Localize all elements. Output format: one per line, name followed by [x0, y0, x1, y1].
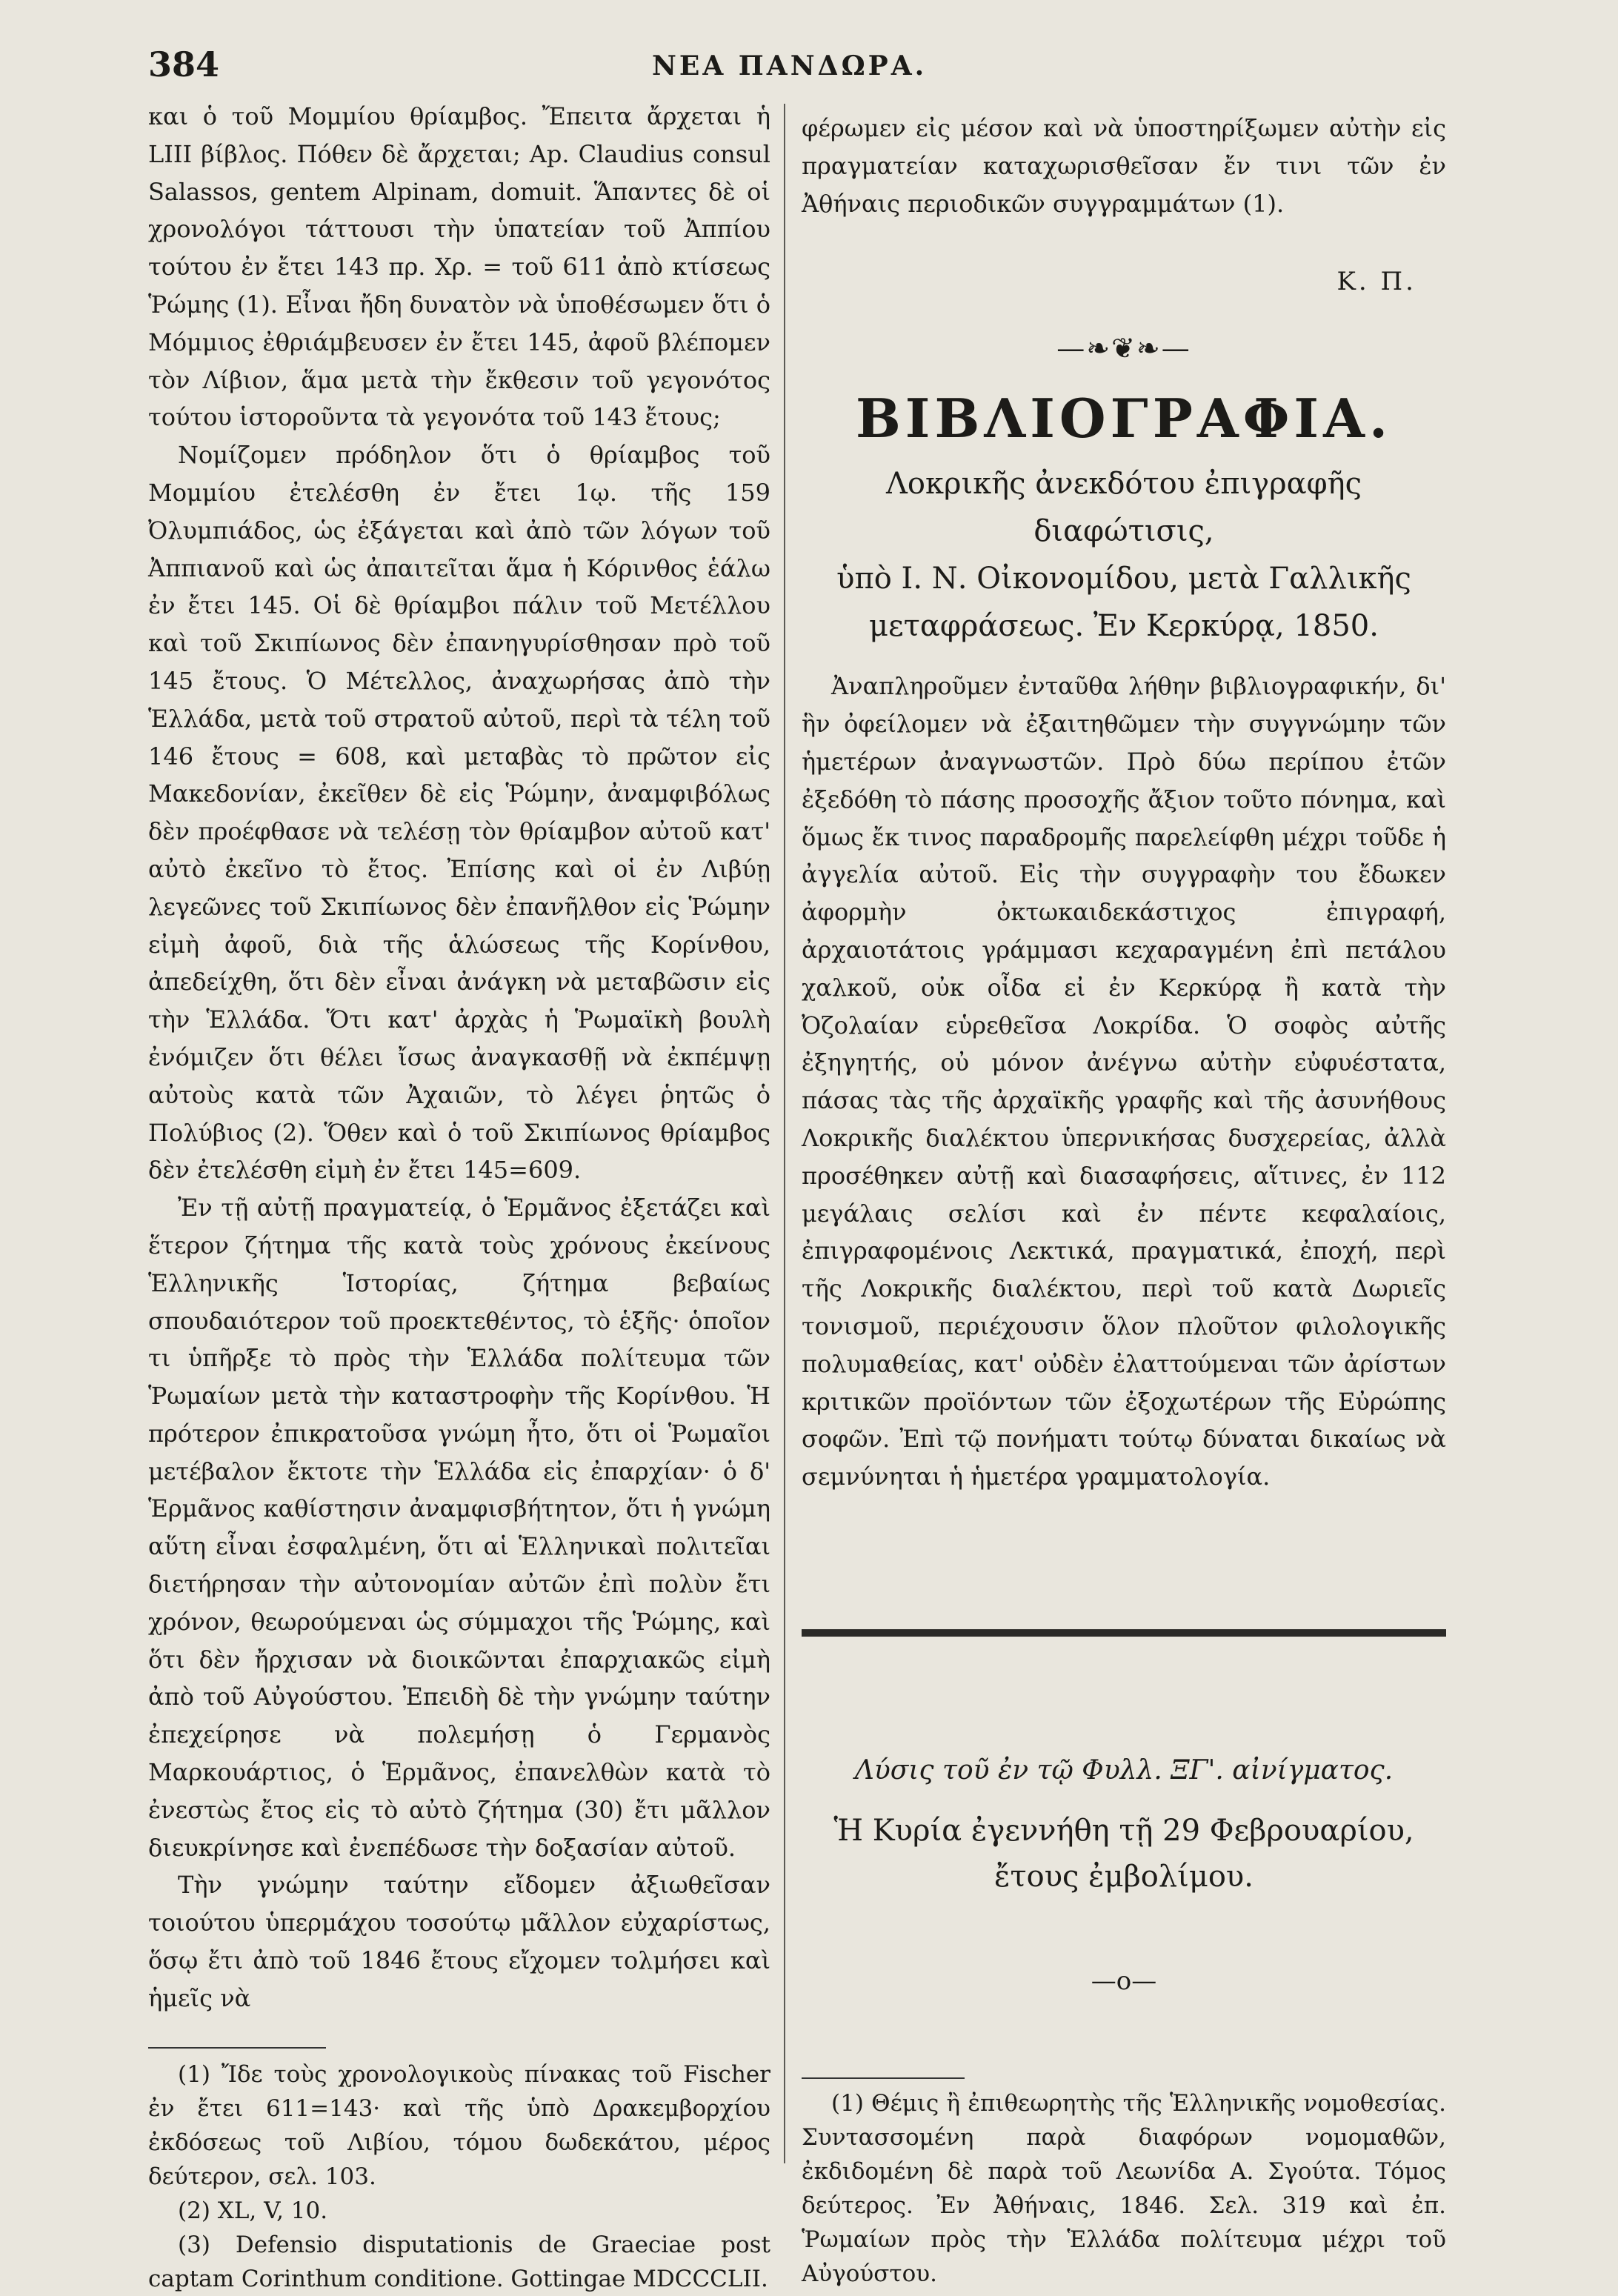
- footnote-right-text: (1) Θέμις ἢ ἐπιθεωρητὴς τῆς Ἑλληνικῆς νομοθεσίας. Συντασσομένη παρὰ διαφόρων νομομαθῶν, ἐκδιδομένη δὲ παρὰ τοῦ Λεωνίδα Α. Σγούτα. Τόμος δεύτερος. Ἐν Ἀθήναις, 1846. Σελ. 319 καὶ ἐπ. Ῥωμαίων πρὸς τὴν Ἑλλάδα πολίτευμα μέχρι τοῦ Αὐγούστου.: [802, 2089, 1446, 2287]
- footnote-2: [148, 2194, 770, 2228]
- riddle-answer-line-1: Ἡ Κυρία ἐγεννήθη τῇ 29 Φεβρουαρίου,: [833, 1813, 1414, 1848]
- paragraph-4: Τὴν γνώμην ταύτην εἴδομεν ἀξιωθεῖσαν τοιούτου ὑπερμάχου τοσούτῳ μᾶλλον εὐχαρίστως, ὅσῳ ἔτι ἀπὸ τοῦ 1846 ἔτους εἴχομεν τολμήσει καὶ ἡμεῖς νὰ: [148, 1871, 770, 2012]
- review-paragraph: Ἀναπληροῦμεν ἐνταῦθα λήθην βιβλιογραφικήν, δι' ἣν ὀφείλομεν νὰ ἐξαιτηθῶμεν τὴν συγγνώμην τῶν ἡμετέρων ἀναγνωστῶν. Πρὸ δύω περίπου ἐτῶν ἐξεδόθη τὸ πάσης προσοχῆς ἄξιον τοῦτο πόνημα, καὶ ὅμως ἔκ τινος παραδρομῆς παρελείφθη μέχρι τοῦδε ἡ ἀγγελία αὐτοῦ. Εἰς τὴν συγγραφὴν του ἔδωκεν ἀφορμὴν ὀκτωκαιδεκάστιχος ἐπιγραφή, ἀρχαιοτάτοις γράμμασι κεχαραγμένη ἐπὶ πετάλου χαλκοῦ, οὐκ οἶδα εἰ ἐν Κερκύρᾳ ἢ κατὰ τὴν Ὀζολαίαν εὑρεθεῖσα Λοκρίδα. Ὁ σοφὸς αὐτῆς ἐξηγητής, οὐ μόνον ἀνέγνω αὐτὴν εὐφυέστατα, πάσας τὰς τῆς ἀρχαϊκῆς γραφῆς καὶ τῆς ἀσυνήθους Λοκρικῆς διαλέκτου ὑπερνικήσας δυσχερείας, ἀλλὰ προσέθηκεν αὐτῇ καὶ διασαφήσεις, αἵτινες, ἐν 112 μεγάλαις σελίσι καὶ ἐν πέντε κεφαλαίοις, ἐπιγραφομένοις Λεκτικά, πραγματικά, ἐποχή, περὶ τῆς Λοκρικῆς διαλέκτου, περὶ τοῦ κατὰ Δωριεῖς τονισμοῦ, περιέχουσιν ὅλον πλοῦτον φιλολογικῆς πολυμαθείας, κατ' οὐδὲν ἐλαττούμεναι τῶν ἀρίστων κριτικῶν προϊόντων τῶν ἐξοχωτέρων τῆς Εὐρώπης σοφῶν. Ἐπὶ τῷ πονήματι τούτῳ δύναται δικαίως νὰ σεμνύνηται ἡ ἡμετέρα γραμματολογία.: [802, 672, 1446, 1491]
- riddle-caption: Λύσις τοῦ ἐν τῷ Φυλλ. ΞΓ'. αἰνίγματος.: [854, 1754, 1394, 1786]
- paragraph-3: Ἐν τῇ αὐτῇ πραγματείᾳ, ὁ Ἑρμᾶνος ἐξετάζει καὶ ἕτερον ζήτημα τῆς κατὰ τοὺς χρόνους ἐκείνους Ἑλληνικῆς Ἱστορίας, ζήτημα βεβαίως σπουδαιότερον τοῦ προεκτεθέντος, τὸ ἑξῆς· ὁποῖον τι ὑπῆρξε τὸ πρὸς τὴν Ἑλλάδα πολίτευμα τῶν Ῥωμαίων μετὰ τὴν καταστροφὴν τῆς Κορίνθου. Ἡ πρότερον ἐπικρατοῦσα γνώμη ἦτο, ὅτι οἱ Ῥωμαῖοι μετέβαλον ἔκτοτε τὴν Ἑλλάδα εἰς ἐπαρχίαν· ὁ δ' Ἑρμᾶνος καθίστησιν ἀναμφισβήτητον, ὅτι ἡ γνώμη αὕτη εἶναι ἐσφαλμένη, ὅτι αἱ Ἑλληνικαὶ πολιτεῖαι διετήρησαν τὴν αὐτονομίαν αὐτῶν ἐπὶ πολὺν ἔτι χρόνον, θεωρούμεναι ὡς σύμμαχοι τῆς Ῥώμης, καὶ ὅτι δὲν ἤρχισαν νὰ διοικῶνται ἐπαρχιακῶς εἰμὴ ἀπὸ τοῦ Αὐγούστου. Ἐπειδὴ δὲ τὴν γνώμην ταύτην ἐπεχείρησε νὰ πολεμήσῃ ὁ Γερμανὸς Μαρκουάρτιος, ὁ Ἑρμᾶνος, ἐπανελθὼν κατὰ τὸ ἐνεστὼς ἔτος εἰς τὸ αὐτὸ ζήτημα (30) ἔτι μᾶλλον διευκρίνησε καὶ ἐνεπέδωσε τὴν δοξασίαν αὐτοῦ.: [148, 1194, 770, 1862]
- footnote-1-text: (1) Ἴδε τοὺς χρονολογικοὺς πίνακας τοῦ Fischer ἐν ἔτει 611=143· καὶ τῆς ὑπὸ Δρακεμβορχίου ἐκδόσεως τοῦ Λιβίου, τόμου δωδεκάτου, μέρος δεύτερον, σελ. 103.: [148, 2060, 770, 2190]
- footnote-right: [802, 2086, 1446, 2291]
- author-signature: Κ. Π.: [1336, 267, 1416, 297]
- paragraph-1: και ὁ τοῦ Μομμίου θρίαμβος. Ἔπειτα ἄρχεται ἡ LIII βίβλος. Πόθεν δὲ ἄρχεται; Ap. Claudius consul Salassos, gentem Alpinam, domuit. Ἅπαντες δὲ οἱ χρονολόγοι τάττουσι τὴν ὑπατείαν τοῦ Ἀππίου τούτου ἐν ἔτει 143 πρ. Χρ. = τοῦ 611 ἀπὸ κτίσεως Ῥώμης (1). Εἶναι ἤδη δυνατὸν νὰ ὑποθέσωμεν ὅτι ὁ Μόμμιος ἐθριάμβευσεν ἐν ἔτει 145, ἀφοῦ βλέπομεν τὸν Λίβιον, ἅμα μετὰ τὴν ἔκθεσιν τοῦ γεγονότος τούτου ἱστοροῦντα τὰ γεγονότα τοῦ 143 ἔτους;: [148, 102, 770, 432]
- right-column: [802, 110, 1446, 2291]
- footnote-separator: [148, 2047, 326, 2049]
- footnote-separator-right: [802, 2077, 965, 2079]
- book-title-line-3: μεταφράσεως. Ἐν Κερκύρᾳ, 1850.: [869, 609, 1379, 644]
- book-title-line-2: ὑπὸ Ι. Ν. Οἰκονομίδου, μετὰ Γαλλικῆς: [836, 562, 1411, 596]
- column-divider: [784, 104, 785, 2163]
- left-column: [148, 98, 770, 2296]
- book-title: [802, 460, 1446, 650]
- riddle-answer: [802, 1808, 1446, 1900]
- footnote-3-text: (3) Defensio disputationis de Graeciae post captam Corinthum conditione. Gottingae MDCCCLII.: [148, 2231, 770, 2292]
- section-title: ΒΙΒΛΙΟΓΡΑΦΙΑ.: [855, 387, 1393, 450]
- small-separator: —o—: [1091, 1966, 1157, 1996]
- footnote-2-text: (2) XL, V, 10.: [178, 2197, 328, 2224]
- riddle-answer-line-2: ἔτους ἐμβολίμου.: [994, 1859, 1254, 1894]
- paragraph-2: Νομίζομεν πρόδηλον ὅτι ὁ θρίαμβος τοῦ Μομμίου ἐτελέσθη ἐν ἔτει 1ῳ. τῆς 159 Ὀλυμπιάδος, ὡς ἐξάγεται καὶ ἀπὸ τῶν λόγων τοῦ Ἀππιανοῦ καὶ ὡς ἀπαιτεῖται ἅμα ἡ Κόρινθος ἑάλω ἐν ἔτει 145. Οἱ δὲ θρίαμβοι πάλιν τοῦ Μετέλλου καὶ τοῦ Σκιπίωνος δὲν ἐπανηγυρίσθησαν πρὸ τοῦ 145 ἔτους. Ὁ Μέτελλος, ἀναχωρήσας ἀπὸ τὴν Ἑλλάδα, μετὰ τοῦ στρατοῦ αὐτοῦ, περὶ τὰ τέλη τοῦ 146 ἔτους = 608, καὶ μεταβὰς τὸ πρῶτον εἰς Μακεδονίαν, ἐκεῖθεν δὲ εἰς Ῥώμην, ἀναμφιβόλως δὲν προέφθασε νὰ τελέσῃ τὸν θρίαμβον αὐτοῦ κατ' αὐτὸ ἐκεῖνο τὸ ἔτος. Ἐπίσης καὶ οἱ ἐν Λιβύῃ λεγεῶνες τοῦ Σκιπίωνος δὲν ἐπανῆλθον εἰς Ῥώμην εἰμὴ ἀφοῦ, διὰ τῆς ἁλώσεως τῆς Κορίνθου, ἀπεδείχθη, ὅτι δὲν εἶναι ἀνάγκη νὰ μεταβῶσιν εἰς τὴν Ἑλλάδα. Ὅτι κατ' ἀρχὰς ἡ Ῥωμαϊκὴ βουλὴ ἐνόμιζεν ὅτι θέλει ἴσως ἀναγκασθῇ νὰ ἐκπέμψῃ αὐτοὺς κατὰ τῶν Ἀχαιῶν, τὸ λέγει ῥητῶς ὁ Πολύβιος (2). Ὅθεν καὶ ὁ τοῦ Σκιπίωνος θρίαμβος δὲν ἐτελέσθη εἰμὴ ἐν ἔτει 145=609.: [148, 441, 770, 1185]
- footnote-3: [148, 2228, 770, 2296]
- footnote-1: [148, 2057, 770, 2194]
- thick-rule: [802, 1629, 1446, 1637]
- book-title-line-1: Λοκρικῆς ἀνεκδότου ἐπιγραφῆς διαφώτισις,: [886, 467, 1362, 549]
- page-number: 384: [148, 44, 220, 84]
- continued-paragraph: φέρωμεν εἰς μέσον καὶ νὰ ὑποστηρίξωμεν αὐτὴν εἰς πραγματείαν καταχωρισθεῖσαν ἔν τινι τῶν ἐν Ἀθήναις περιοδικῶν συγγραμμάτων (1).: [802, 114, 1446, 218]
- ornament-divider: —❧❦❧—: [1056, 332, 1191, 365]
- running-head: [148, 44, 1514, 96]
- journal-title: ΝΕΑ ΠΑΝΔΩΡΑ.: [652, 50, 928, 81]
